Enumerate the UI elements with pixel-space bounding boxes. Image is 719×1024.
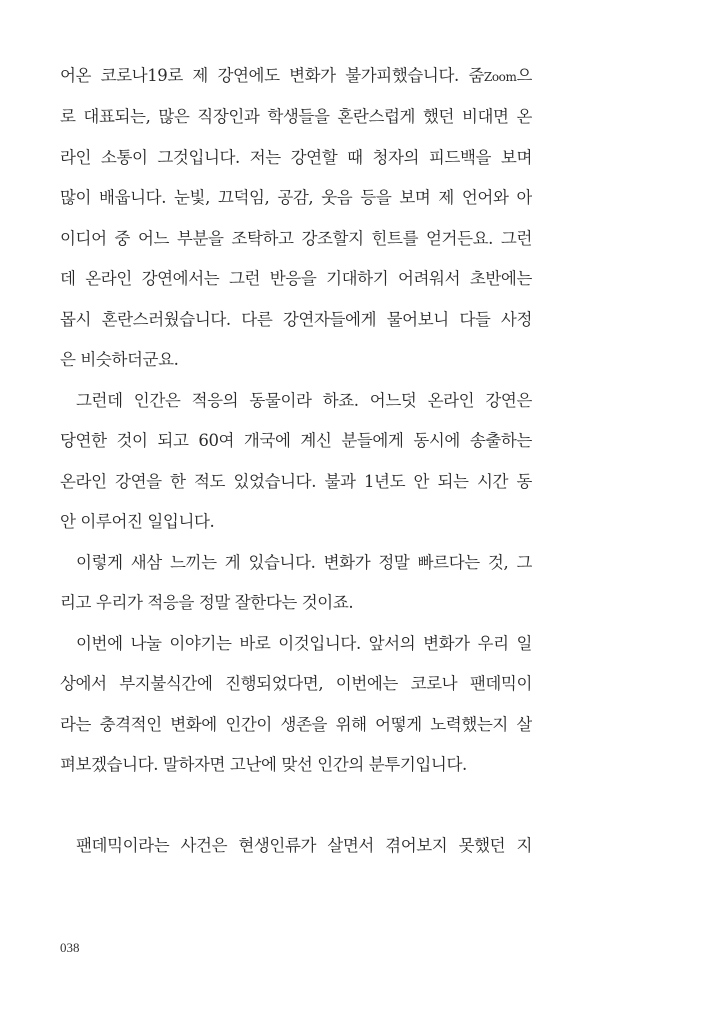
text-line: 데 온라인 강연에서는 그런 반응을 기대하기 어려워서 초반에는 [60,269,532,288]
text-line: 펴보겠습니다. 말하자면 고난에 맞선 인간의 분투기입니다. [60,755,467,774]
text-line: 안 이루어진 일입니다. [60,512,215,531]
text-line: 팬데믹이라는 사건은 현생인류가 살면서 겪어보지 못했던 지 [76,836,532,855]
text-span: 어온 코로나19로 제 강연에도 변화가 불가피했습니다. 줌 [60,66,484,85]
text-line [60,61,532,91]
text-line: 라인 소통이 그것입니다. 저는 강연할 때 청자의 피드백을 보며 [60,148,532,167]
text-line: 당연한 것이 되고 60여 개국에 계신 분들에게 동시에 송출하는 [60,431,532,450]
page-number: 038 [60,940,80,955]
text-line: 몹시 혼란스러웠습니다. 다른 강연자들에게 물어보니 다들 사정 [60,310,532,329]
text-line: 많이 배웁니다. 눈빛, 끄덕임, 공감, 웃음 등을 보며 제 언어와 아 [60,188,532,207]
text-line: 이번에 나눌 이야기는 바로 이것입니다. 앞서의 변화가 우리 일 [76,634,532,653]
text-span: 으 [516,66,532,85]
text-line: 리고 우리가 적응을 정말 잘한다는 것이죠. [60,593,354,612]
text-line: 상에서 부지불식간에 진행되었다면, 이번에는 코로나 팬데믹이 [60,674,532,693]
text-line: 그런데 인간은 적응의 동물이라 하죠. 어느덧 온라인 강연은 [76,391,532,410]
inline-english-word: Zoom [483,70,517,84]
text-line: 온라인 강연을 한 적도 있었습니다. 불과 1년도 안 되는 시간 동 [60,472,532,491]
text-line: 로 대표되는, 많은 직장인과 학생들을 혼란스럽게 했던 비대면 온 [60,107,532,126]
text-line: 이렇게 새삼 느끼는 게 있습니다. 변화가 정말 빠르다는 것, 그 [76,553,532,572]
text-line: 이디어 중 어느 부분을 조탁하고 강조할지 힌트를 얻거든요. 그런 [60,229,532,248]
text-line: 은 비슷하더군요. [60,350,179,369]
text-line: 라는 충격적인 변화에 인간이 생존을 위해 어떻게 노력했는지 살 [60,715,532,734]
